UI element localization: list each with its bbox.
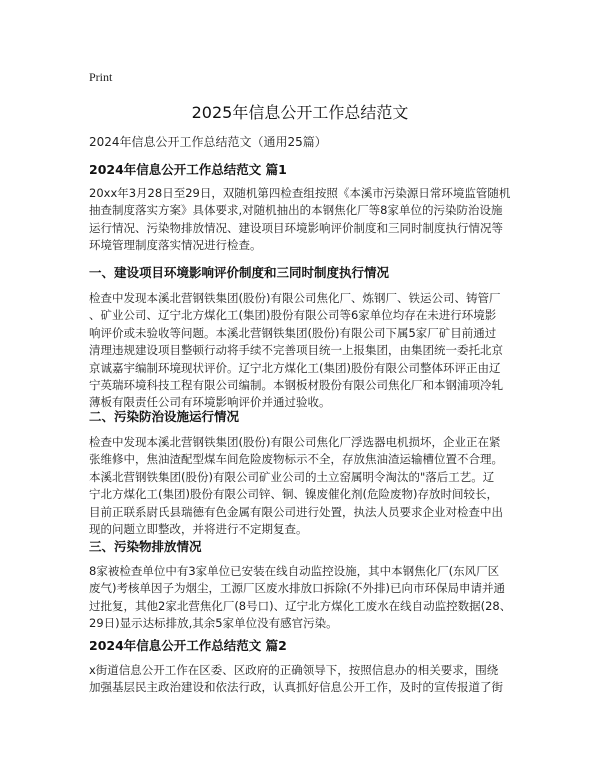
paragraph-line: 目前正联系尉氏县瑞德有色金属有限公司进行处置，执法人员要求企业对检查中出 (89, 504, 503, 519)
section-paragraph-3 (89, 434, 514, 538)
paragraph-line: 8家被检查单位中有3家单位已安装在线自动监控设施，其中本钢焦化厂(东风厂区 (89, 564, 500, 578)
paragraph-line: 检查中发现本溪北营钢铁集团(股份)有限公司焦化厂浮选器电机损坏，企业正在紧 (89, 435, 501, 449)
paragraph-line: 29日)显示达标排放,其余5家单位没有感官污染。 (89, 616, 338, 631)
page-title: 2025年信息公开工作总结范文 (191, 103, 409, 122)
paragraph-line: 运行情况、污染物排放情况、建设项目环境影响评价制度和三同时制度执行情况等 (89, 220, 503, 235)
paragraph-line: 宁北方煤化工(集团)股份有限公司锌、铜、镍废催化剂(危险废物)存放时间较长， (89, 487, 498, 502)
section-paragraph-4 (89, 563, 514, 633)
section-heading-3: 二、污染防治设施运行情况 (89, 409, 240, 424)
paragraph-line: 本溪北营钢铁集团(股份)有限公司矿业公司的土立窑属明令淘汰的"落后工艺。辽 (89, 469, 495, 484)
paragraph-line: 张维修中，焦油渣配型煤车间危险废物标示不全，存放焦油渣运输槽位置不合理。 (89, 452, 503, 467)
paragraph-line: 废气)考核单因子为烟尘，工源厂区废水排放口拆除(不外排)已向市环保局申请并通 (89, 581, 505, 596)
paragraph-line: 环境管理制度落实情况进行检查。 (89, 238, 262, 253)
paragraph-line: 宁英瑞环境科技工程有限公司编制。本钢板材股份有限公司焦化厂和本钢浦项冷轧 (89, 378, 503, 393)
paragraph-line: 20xx年3月28日至29日，双随机第四检查组按照《本溪市污染源日常环境监管随机 (89, 186, 511, 200)
paragraph-line: 抽查制度落实方案》具体要求,对随机抽出的本钢焦化厂等8家单位的污染防治设施 (89, 203, 503, 218)
paragraph-line: 响评价或未验收等问题。本溪北营钢铁集团(股份)有限公司下属5家厂矿目前通过 (89, 325, 497, 340)
section-paragraph-2 (89, 290, 514, 412)
paragraph-line: 清理违规建设项目整顿行动将手续不完善项目统一上报集团，由集团统一委托北京 (89, 343, 503, 358)
section-paragraph-1 (89, 185, 514, 255)
paragraph-line: 加强基层民主政治建设和依法行政，认真抓好信息公开工作，及时的宣传报道了街 (89, 680, 503, 695)
section-heading-1: 2024年信息公开工作总结范文 篇1 (89, 162, 287, 177)
section-heading-5: 2024年信息公开工作总结范文 篇2 (89, 638, 287, 653)
paragraph-line: 检查中发现本溪北营钢铁集团(股份)有限公司焦化厂、炼钢厂、铁运公司、铸管厂 (89, 291, 501, 305)
paragraph-line: 薄板有限责任公司有环境影响评价并通过验收。 (89, 395, 331, 410)
document-subtitle: 2024年信息公开工作总结范文（通用25篇） (89, 135, 327, 149)
paragraph-line: 过批复，其他2家北营焦化厂(8号口)、辽宁北方煤化工废水在线自动监控数据(28、 (89, 598, 512, 613)
section-heading-4: 三、污染物排放情况 (89, 539, 202, 554)
section-heading-2: 一、建设项目环境影响评价制度和三同时制度执行情况 (89, 265, 390, 280)
print-link[interactable]: Print (89, 70, 113, 84)
paragraph-line: 、矿业公司、辽宁北方煤化工(集团)股份有限公司等6家单位均存在未进行环境影 (89, 308, 497, 323)
section-paragraph-5 (89, 662, 514, 697)
paragraph-line: 现的问题立即整改，并将进行不定期复查。 (89, 522, 308, 537)
paragraph-line: 京诚嘉宇编制环境现状评价。辽宁北方煤化工(集团)股份有限公司整体环评正由辽 (89, 360, 501, 375)
paragraph-line: x街道信息公开工作在区委、区政府的正确领导下，按照信息办的相关要求，围绕 (89, 663, 499, 677)
